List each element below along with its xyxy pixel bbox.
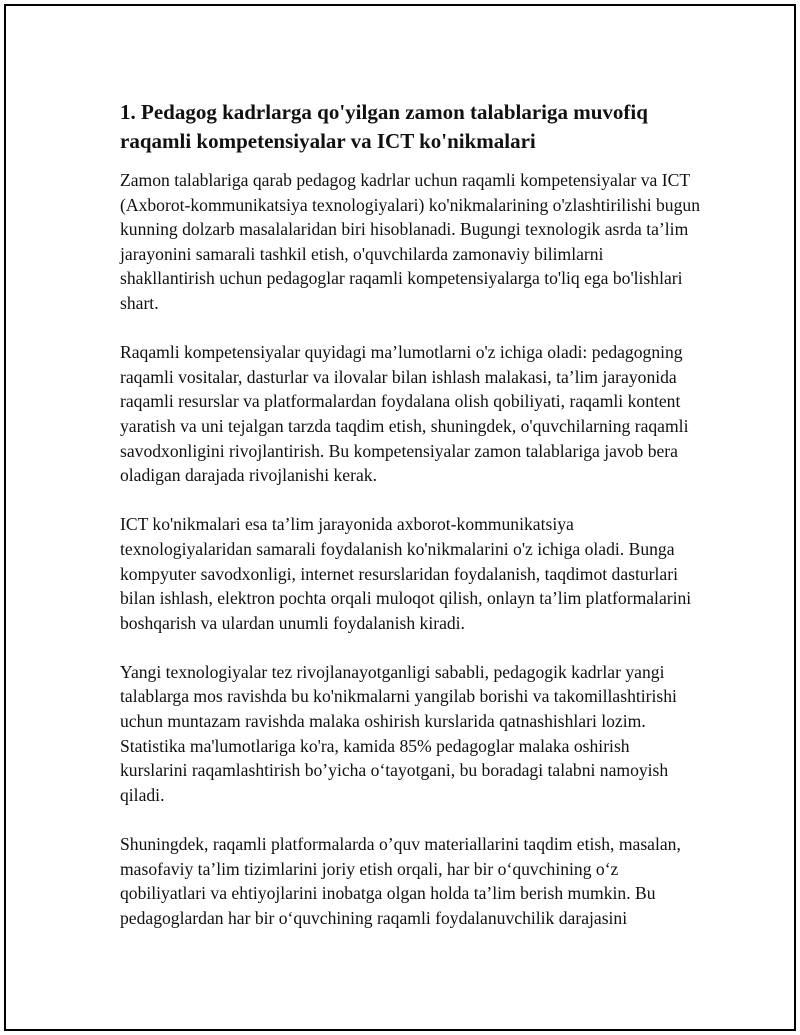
paragraph-4: Yangi texnologiyalar tez rivojlanayotganligi sababli, pedagogik kadrlar yangi talablarga mos ravishda bu ko'nikmalarni yangilab borishi va takomillashtirishi uchun muntazam ravishda malaka oshirish kurslarida qatnashishlari lozim. Statistika ma'lumotlariga ko'ra, kamida 85% pedagoglar malaka oshirish kurslarini raqamlashtirish bo’yicha o‘tayotgani, bu boradagi talabni namoyish qiladi. — [120, 661, 677, 805]
page-frame — [4, 4, 796, 1031]
paragraph-3: ICT ko'nikmalari esa ta’lim jarayonida axborot-kommunikatsiya texnologiyalaridan samarali foydalanish ko'nikmalarini o'z ichiga oladi. Bunga kompyuter savodxonligi, internet resurslaridan foydalanish, taqdimot dasturlari bilan ishlash, elektron pochta orqali muloqot qilish, onlayn ta’lim platformalarini boshqarish va ulardan unumli foydalanish kiradi. — [120, 514, 692, 633]
document-body — [120, 98, 700, 955]
paragraph-1: Zamon talablariga qarab pedagog kadrlar uchun raqamli kompetensiyalar va ICT (Axborot-kommunikatsiya texnologiyalari) ko'nikmalarining o'zlashtirilishi bugun kunning dolzarb masalalaridan biri hisoblanadi. Bugungi texnologik asrda ta’lim jarayonini samarali tashkil etish, o'quvchilarda zamonaviy bilimlarni shakllantirish uchun pedagoglar raqamli kompetensiyalarga to'liq ega bo'lishlari shart. — [120, 170, 700, 313]
section-heading: 1. Pedagog kadrlarga qo'yilgan zamon talablariga muvofiq raqamli kompetensiyalar va ICT ko'nikmalari — [120, 100, 648, 153]
paragraph-2: Raqamli kompetensiyalar quyidagi ma’lumotlarni o'z ichiga oladi: pedagogning raqamli vositalar, dasturlar va ilovalar bilan ishlash malakasi, ta’lim jarayonida raqamli resurslar va platformalardan foydalana olish qobiliyati, raqamli kontent yaratish va uni tejalgan tarzda taqdim etish, shuningdek, o'quvchilarning raqamli savodxonligini rivojlantirish. Bu kompetensiyalar zamon talablariga javob bera oladigan darajada rivojlanishi kerak. — [120, 342, 689, 486]
paragraph-5: Shuningdek, raqamli platformalarda o’quv materiallarini taqdim etish, masalan, masofaviy ta’lim tizimlarini joriy etish orqali, har bir o‘quvchining o‘z qobiliyatlari va ehtiyojlarini inobatga olgan holda ta’lim berish mumkin. Bu pedagoglardan har bir o‘quvchining raqamli foydalanuvchilik darajasini — [120, 834, 681, 928]
